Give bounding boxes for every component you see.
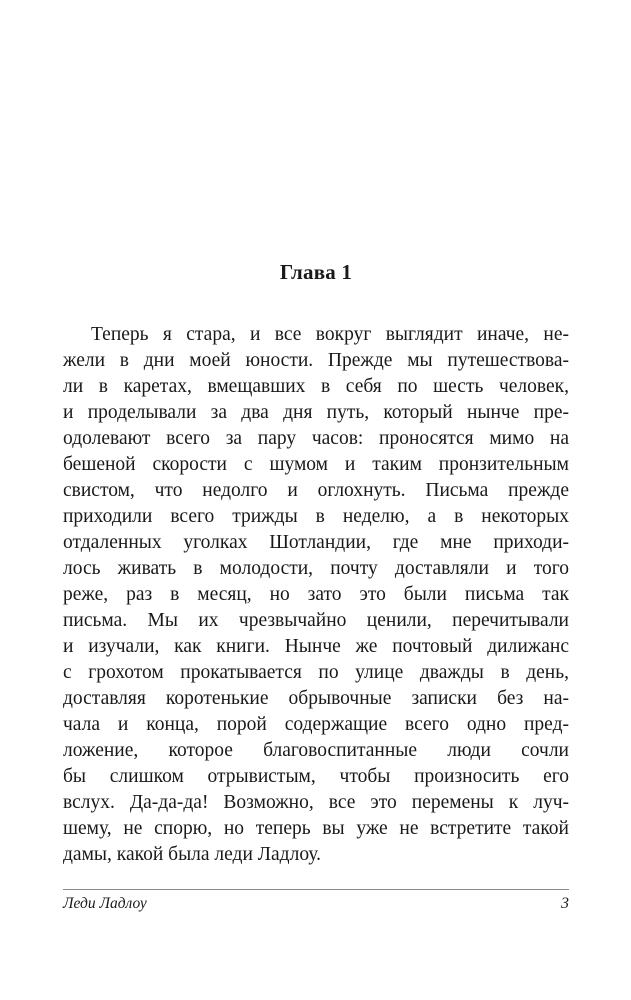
body-line: жели в дни моей юности. Прежде мы путешествова- <box>63 350 569 371</box>
body-line: доставляя коротенькие обрывочные записки без на- <box>63 688 569 709</box>
body-line: вслух. Да-да-да! Возможно, все это перемены к луч- <box>63 792 569 813</box>
body-line: лось живать в молодости, почту доставляли и того <box>63 558 569 579</box>
body-line: письма. Мы их чрезвычайно ценили, перечитывали <box>63 610 569 631</box>
body-line: Теперь я стара, и все вокруг выглядит иначе, не- <box>91 324 569 345</box>
body-line: и изучали, как книги. Нынче же почтовый дилижанс <box>63 636 569 657</box>
body-line: чала и конца, порой содержащие всего одно пред- <box>63 714 569 735</box>
body-line: бешеной скорости с шумом и таким пронзительным <box>63 454 569 475</box>
chapter-title: Глава 1 <box>279 260 353 284</box>
footer <box>63 889 569 913</box>
body-line: шему, не спорю, но теперь вы уже не встретите такой <box>63 818 569 839</box>
body-line: одолевают всего за пару часов: проносятся мимо на <box>63 428 569 449</box>
running-title: Леди Ладлоу <box>63 895 147 912</box>
body-line: бы слишком отрывистым, чтобы произносить его <box>63 766 569 787</box>
body-line: свистом, что недолго и оглохнуть. Письма прежде <box>63 480 569 501</box>
body-line: отдаленных уголках Шотландии, где мне приходи- <box>63 532 569 553</box>
body-line: приходили всего трижды в неделю, а в некоторых <box>63 506 569 527</box>
body-line: реже, раз в месяц, но зато это были письма так <box>63 584 569 605</box>
page-number: 3 <box>561 895 569 912</box>
body-line: ложение, которое благовоспитанные люди сочли <box>63 740 569 761</box>
body-line: дамы, какой была леди Ладлоу. <box>63 844 322 865</box>
body-line: и проделывали за два дня путь, который нынче пре- <box>63 402 569 423</box>
body-line: ли в каретах, вмещавших в себя по шесть человек, <box>63 376 569 397</box>
body-line: с грохотом прокатывается по улице дважды в день, <box>63 662 569 683</box>
paragraph <box>63 322 569 868</box>
